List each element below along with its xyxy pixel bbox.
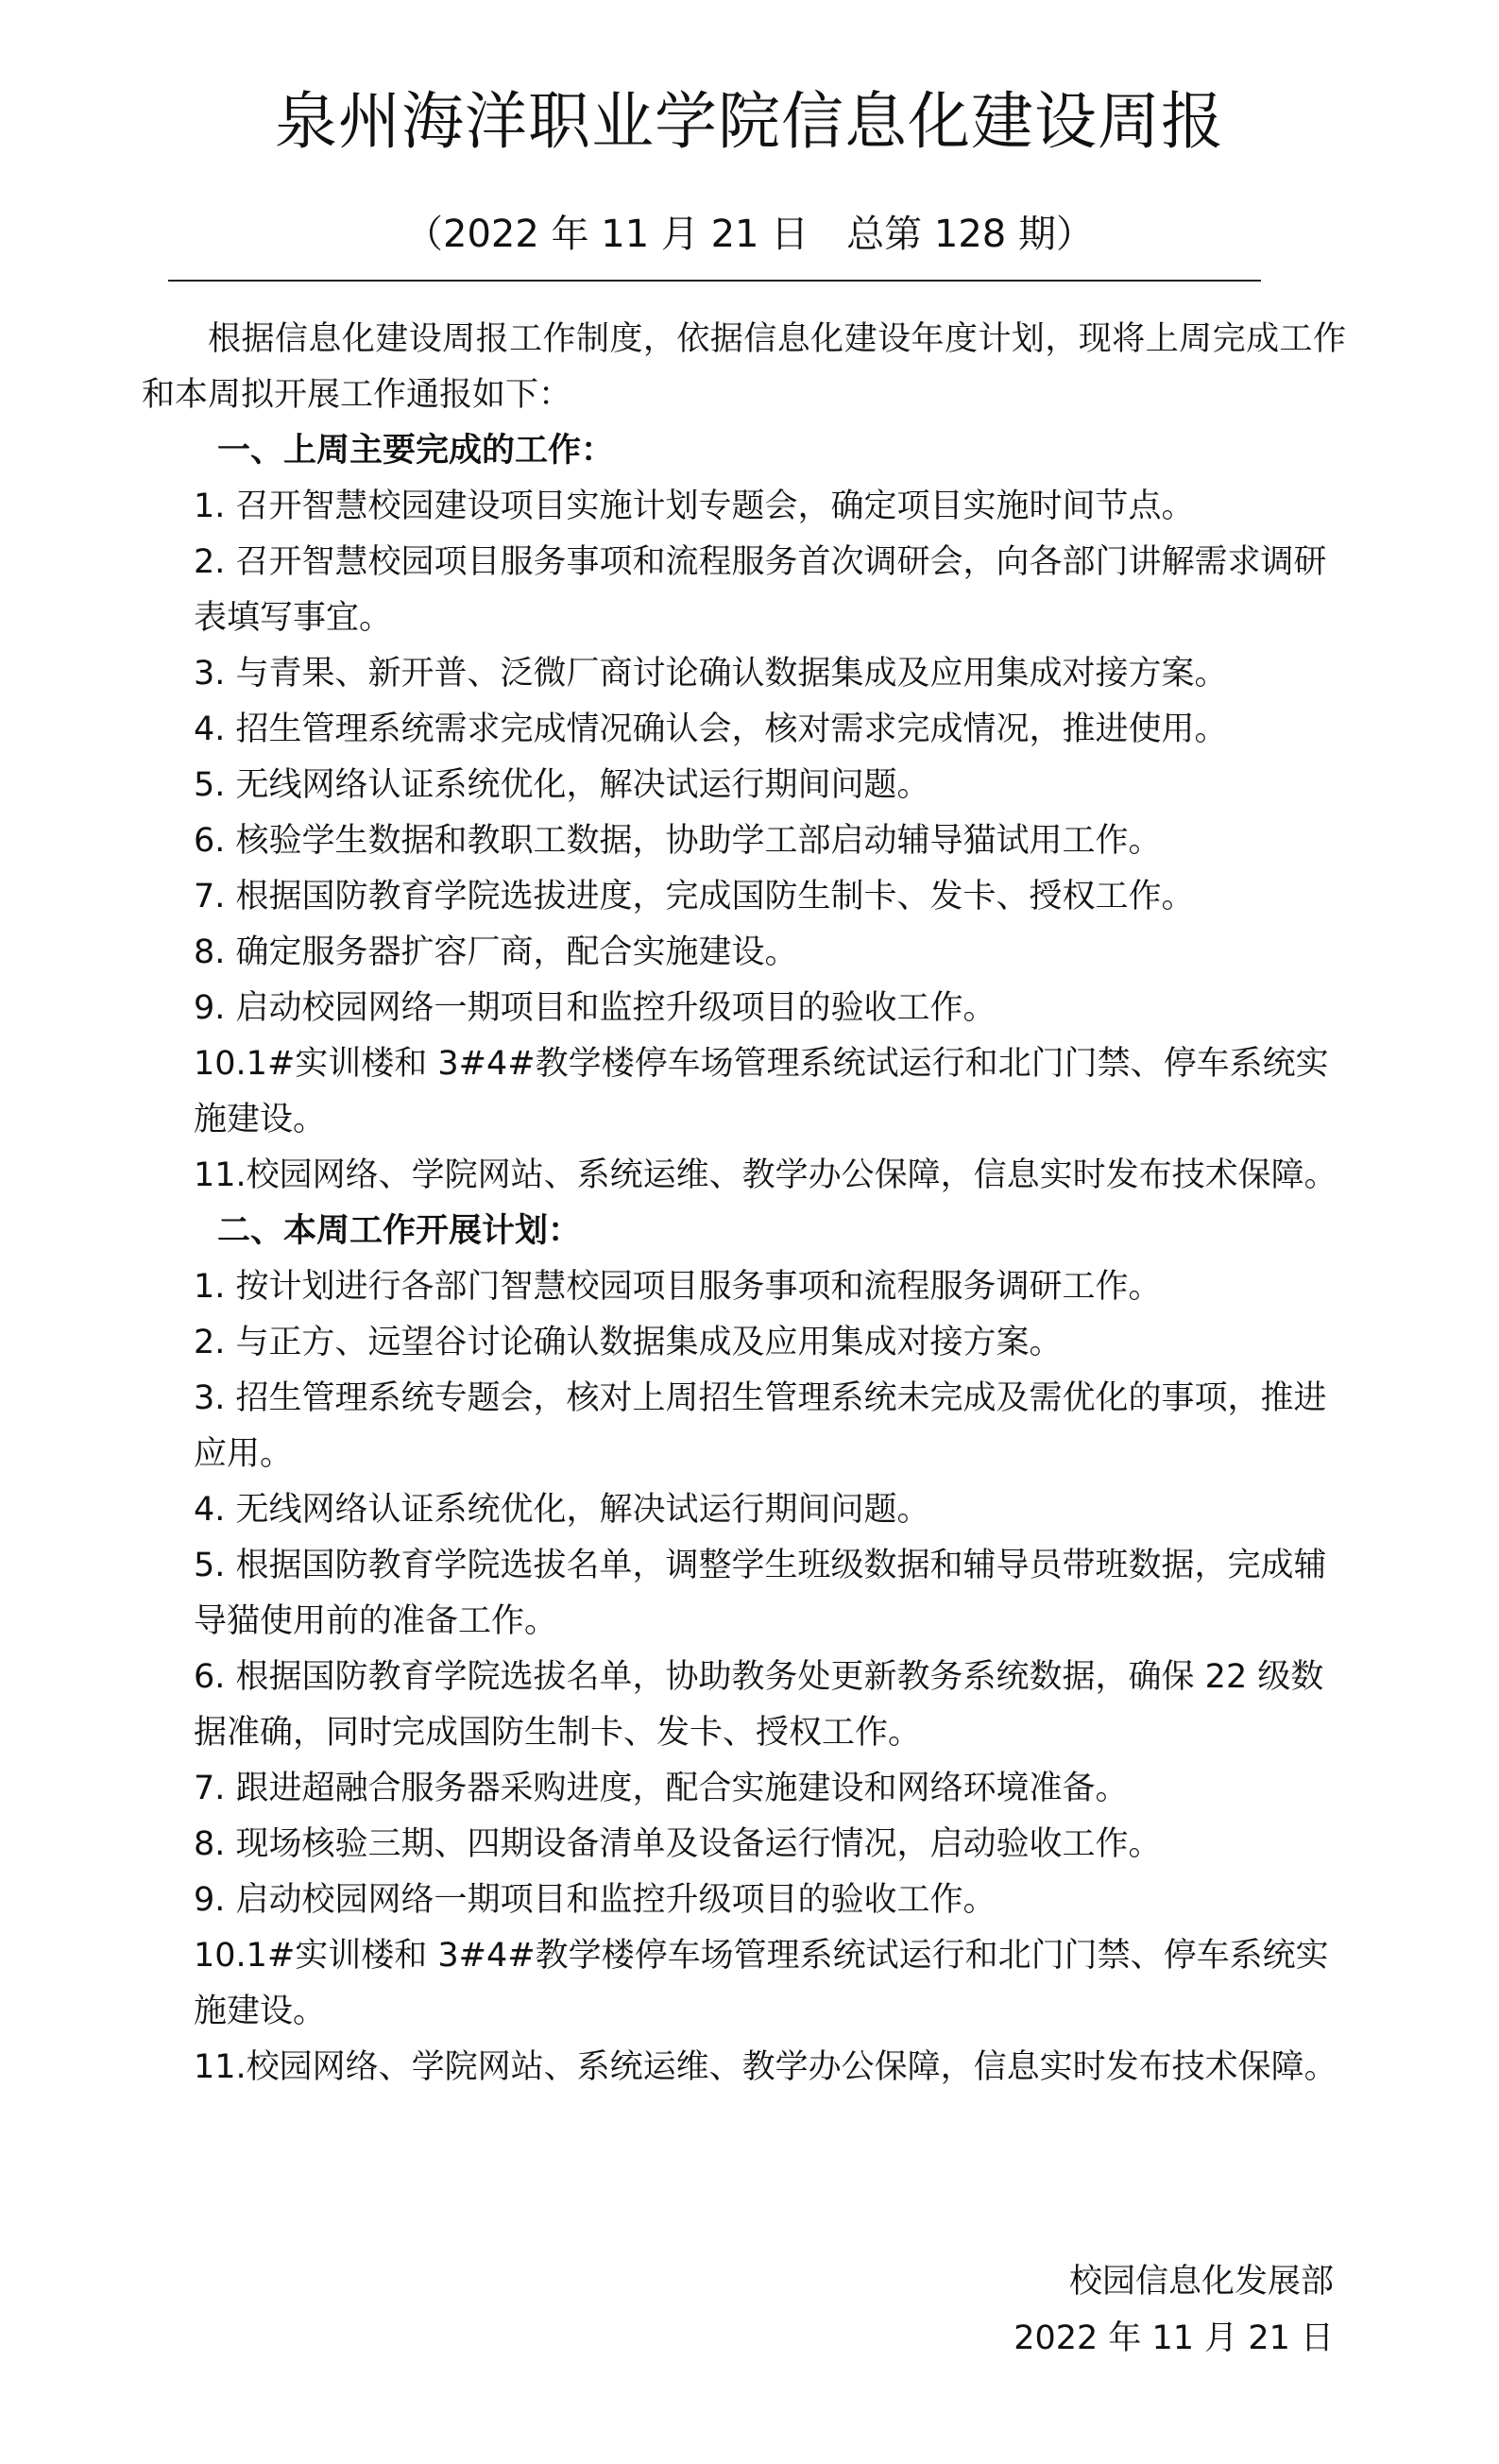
- item-number: 3.: [194, 655, 226, 693]
- document-body: [142, 312, 1346, 2096]
- list-item: [142, 1928, 1346, 2040]
- this-week-list: [142, 1259, 1346, 2096]
- item-text: 按计划进行各部门智慧校园项目服务事项和流程服务调研工作。: [235, 1268, 1162, 1306]
- item-text: 根据国防教育学院选拔名单，调整学生班级数据和辅导员带班数据，完成辅导猫使用前的准备工作。: [194, 1547, 1327, 1640]
- item-text: 启动校园网络一期项目和监控升级项目的验收工作。: [235, 1881, 996, 1919]
- item-text: 现场核验三期、四期设备清单及设备运行情况，启动验收工作。: [235, 1825, 1162, 1863]
- list-item: [142, 1761, 1346, 1817]
- list-item: [142, 981, 1346, 1036]
- item-text: 根据国防教育学院选拔进度，完成国防生制卡、发卡、授权工作。: [235, 878, 1195, 915]
- header-divider: [168, 280, 1261, 282]
- item-number: 2.: [194, 543, 226, 581]
- list-item: [142, 702, 1346, 758]
- item-text: 无线网络认证系统优化，解决试运行期间问题。: [235, 766, 930, 804]
- list-item: [142, 869, 1346, 925]
- item-text: 核验学生数据和教职工数据，协助学工部启动辅导猫试用工作。: [235, 822, 1162, 860]
- list-item: [142, 479, 1346, 535]
- signature-department: 校园信息化发展部: [1068, 2263, 1334, 2301]
- list-item: [142, 758, 1346, 813]
- section-heading-this-week: 二、本周工作开展计划：: [217, 1212, 582, 1250]
- item-text: 确定服务器扩容厂商，配合实施建设。: [235, 933, 798, 971]
- list-item: [142, 1482, 1346, 1538]
- item-number: 8.: [194, 933, 226, 971]
- list-item: [142, 1148, 1346, 1204]
- item-number: 9.: [194, 1881, 226, 1919]
- item-text: 启动校园网络一期项目和监控升级项目的验收工作。: [235, 989, 996, 1027]
- item-number: 1.: [194, 1268, 226, 1306]
- list-item: [142, 1650, 1346, 1761]
- item-number: 3.: [194, 1379, 226, 1417]
- item-number: 5.: [194, 766, 226, 804]
- item-number: 1.: [194, 488, 226, 525]
- item-text: 与青果、新开普、泛微厂商讨论确认数据集成及应用集成对接方案。: [235, 655, 1228, 693]
- item-text: 1#实训楼和 3#4#教学楼停车场管理系统试运行和北门门禁、停车系统实施建设。: [194, 1937, 1329, 2030]
- item-number: 11.: [194, 2048, 247, 2086]
- list-item: [142, 813, 1346, 869]
- item-text: 校园网络、学院网站、系统运维、教学办公保障，信息实时发布技术保障。: [246, 1156, 1337, 1194]
- signature-date: 2022 年 11 月 21 日: [1014, 2319, 1334, 2357]
- item-number: 5.: [194, 1547, 226, 1584]
- item-text: 召开智慧校园项目服务事项和流程服务首次调研会，向各部门讲解需求调研表填写事宜。: [194, 543, 1327, 637]
- list-item: [142, 2040, 1346, 2096]
- list-item: [142, 1873, 1346, 1928]
- signature-block: [880, 2253, 1334, 2367]
- item-text: 与正方、远望谷讨论确认数据集成及应用集成对接方案。: [235, 1324, 1063, 1361]
- item-number: 7.: [194, 1770, 226, 1807]
- item-number: 10.: [194, 1045, 247, 1083]
- issue-subtitle: （2022 年 11 月 21 日 总第 128 期）: [405, 213, 1094, 256]
- item-number: 4.: [194, 710, 226, 748]
- list-item: [142, 1315, 1346, 1371]
- item-text: 招生管理系统专题会，核对上周招生管理系统未完成及需优化的事项，推进应用。: [194, 1379, 1327, 1473]
- last-week-list: [142, 479, 1346, 1204]
- item-number: 11.: [194, 1156, 247, 1194]
- item-number: 9.: [194, 989, 226, 1027]
- item-number: 4.: [194, 1491, 226, 1529]
- list-item: [142, 1817, 1346, 1873]
- list-item: [142, 925, 1346, 981]
- list-item: [142, 1259, 1346, 1315]
- item-text: 校园网络、学院网站、系统运维、教学办公保障，信息实时发布技术保障。: [246, 2048, 1337, 2086]
- list-item: [142, 1036, 1346, 1148]
- document-title: 泉州海洋职业学院信息化建设周报: [275, 85, 1224, 158]
- item-number: 7.: [194, 878, 226, 915]
- item-number: 10.: [194, 1937, 247, 1975]
- item-number: 6.: [194, 1658, 226, 1696]
- intro-paragraph: 根据信息化建设周报工作制度，依据信息化建设年度计划，现将上周完成工作和本周拟开展工作通报如下：: [142, 320, 1346, 414]
- list-item: [142, 1371, 1346, 1482]
- item-number: 8.: [194, 1825, 226, 1863]
- item-text: 根据国防教育学院选拔名单，协助教务处更新教务系统数据，确保 22 级数据准确，同时完成国防生制卡、发卡、授权工作。: [194, 1658, 1324, 1752]
- section-heading-last-week: 一、上周主要完成的工作：: [217, 432, 615, 470]
- item-text: 无线网络认证系统优化，解决试运行期间问题。: [235, 1491, 930, 1529]
- item-text: 跟进超融合服务器采购进度，配合实施建设和网络环境准备。: [235, 1770, 1129, 1807]
- item-text: 召开智慧校园建设项目实施计划专题会，确定项目实施时间节点。: [235, 488, 1195, 525]
- list-item: [142, 535, 1346, 646]
- list-item: [142, 646, 1346, 702]
- item-text: 招生管理系统需求完成情况确认会，核对需求完成情况，推进使用。: [235, 710, 1228, 748]
- item-number: 6.: [194, 822, 226, 860]
- list-item: [142, 1538, 1346, 1650]
- item-text: 1#实训楼和 3#4#教学楼停车场管理系统试运行和北门门禁、停车系统实施建设。: [194, 1045, 1329, 1138]
- item-number: 2.: [194, 1324, 226, 1361]
